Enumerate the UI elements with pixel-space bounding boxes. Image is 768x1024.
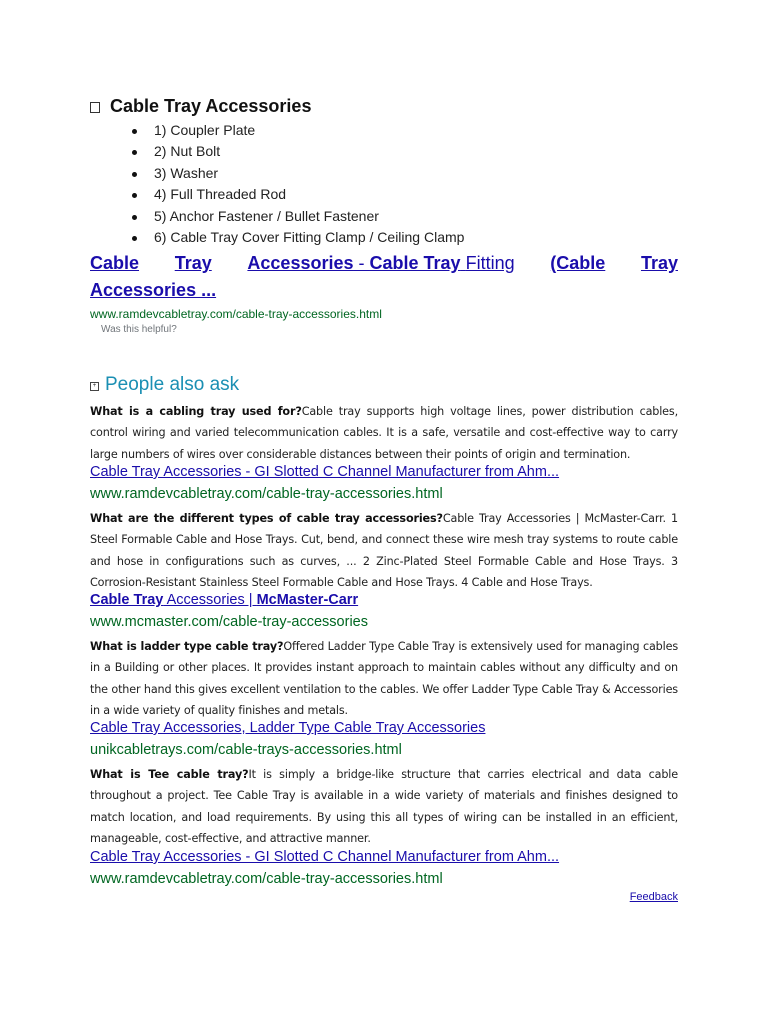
- answer-text: Cable tray supports high voltage lines, power distribution cables, control wiring and varied telecommunication cables. It is a safe, versatile and cost-effective way to carry large numbers of wires over considerable distances between their points of origin and termination.: [90, 405, 679, 461]
- bullet-icon: [132, 150, 137, 155]
- answer-text: Cable Tray Accessories | McMaster-Carr. 1 Steel Formable Cable and Hose Trays. Cut, bend, and connect these wire mesh tray systems to route cable and hose in configurations such as curves, ... 2 Zinc-Plated Steel Formable Cable and Hose Trays. 3 Corrosion-Resistant Stainless Steel Formable Cable and Hose Trays. 4 Cable and Hose Trays.: [90, 512, 678, 590]
- question-text[interactable]: What is a cabling tray used for?: [90, 405, 302, 418]
- question-text[interactable]: What are the different types of cable tray accessories?: [90, 512, 443, 525]
- qa-entry: [90, 401, 678, 465]
- people-also-ask-heading: + People also ask: [90, 374, 239, 396]
- feedback-link[interactable]: Feedback: [629, 891, 678, 903]
- question-text[interactable]: What is ladder type cable tray?: [90, 640, 284, 653]
- answer-text: It is simply a bridge-like structure that carries electrical and data cable throughout a project. Tee Cable Tray is available in a wide variety of materials and finishes designed to match location, and load requirements. By using this all types of wiring can be installed in an efficient, manageable, cost-effective, and attractive manner.: [90, 768, 678, 846]
- answer-source-link[interactable]: Cable Tray Accessories | McMaster-Carr: [90, 592, 359, 608]
- answer-source-url: www.mcmaster.com/cable-tray-accessories: [90, 614, 368, 630]
- answer-source-link[interactable]: Cable Tray Accessories - GI Slotted C Channel Manufacturer from Ahm...: [90, 464, 560, 480]
- list-item: 1) Coupler Plate: [90, 120, 464, 141]
- featured-result-link[interactable]: Cable Tray Accessories - Cable Tray Fitting (Cable Tray Accessories ...: [90, 253, 678, 300]
- list-item: 4) Full Threaded Rod: [90, 184, 464, 205]
- accessory-list: [90, 120, 464, 248]
- bullet-icon: [132, 215, 137, 220]
- list-item: 2) Nut Bolt: [90, 141, 464, 162]
- answer-source-url: www.ramdevcabletray.com/cable-tray-accessories.html: [90, 871, 443, 887]
- featured-heading-text: Cable Tray Accessories: [110, 96, 312, 116]
- featured-snippet-heading: [90, 96, 311, 117]
- square-icon: [90, 102, 100, 113]
- answer-source-url: unikcabletrays.com/cable-trays-accessories.html: [90, 742, 402, 758]
- was-helpful-text[interactable]: Was this helpful?: [101, 324, 177, 335]
- expand-icon: +: [90, 382, 99, 391]
- answer-text: Offered Ladder Type Cable Tray is extensively used for managing cables in a Building or other places. It provides instant approach to maintain cables without any difficulty and on the other hand this gives excellent ventilation to the cables. We offer Ladder Type Cable Tray & Accessories in a wide variety of quality finishes and metals.: [90, 640, 679, 718]
- qa-entry: [90, 508, 678, 594]
- answer-source-link[interactable]: Cable Tray Accessories - GI Slotted C Channel Manufacturer from Ahm...: [90, 849, 560, 865]
- bullet-icon: [132, 236, 137, 241]
- answer-source-url: www.ramdevcabletray.com/cable-tray-accessories.html: [90, 486, 443, 502]
- qa-entry: [90, 636, 678, 722]
- answer-source-link[interactable]: Cable Tray Accessories, Ladder Type Cable Tray Accessories: [90, 720, 486, 736]
- list-item: 6) Cable Tray Cover Fitting Clamp / Ceiling Clamp: [90, 227, 464, 248]
- list-item: 5) Anchor Fastener / Bullet Fastener: [90, 206, 464, 227]
- question-text[interactable]: What is Tee cable tray?: [90, 768, 249, 781]
- list-item: 3) Washer: [90, 163, 464, 184]
- bullet-icon: [132, 193, 137, 198]
- qa-entry: [90, 764, 678, 850]
- bullet-icon: [132, 172, 137, 177]
- bullet-icon: [132, 129, 137, 134]
- featured-result-url: www.ramdevcabletray.com/cable-tray-accessories.html: [90, 307, 382, 321]
